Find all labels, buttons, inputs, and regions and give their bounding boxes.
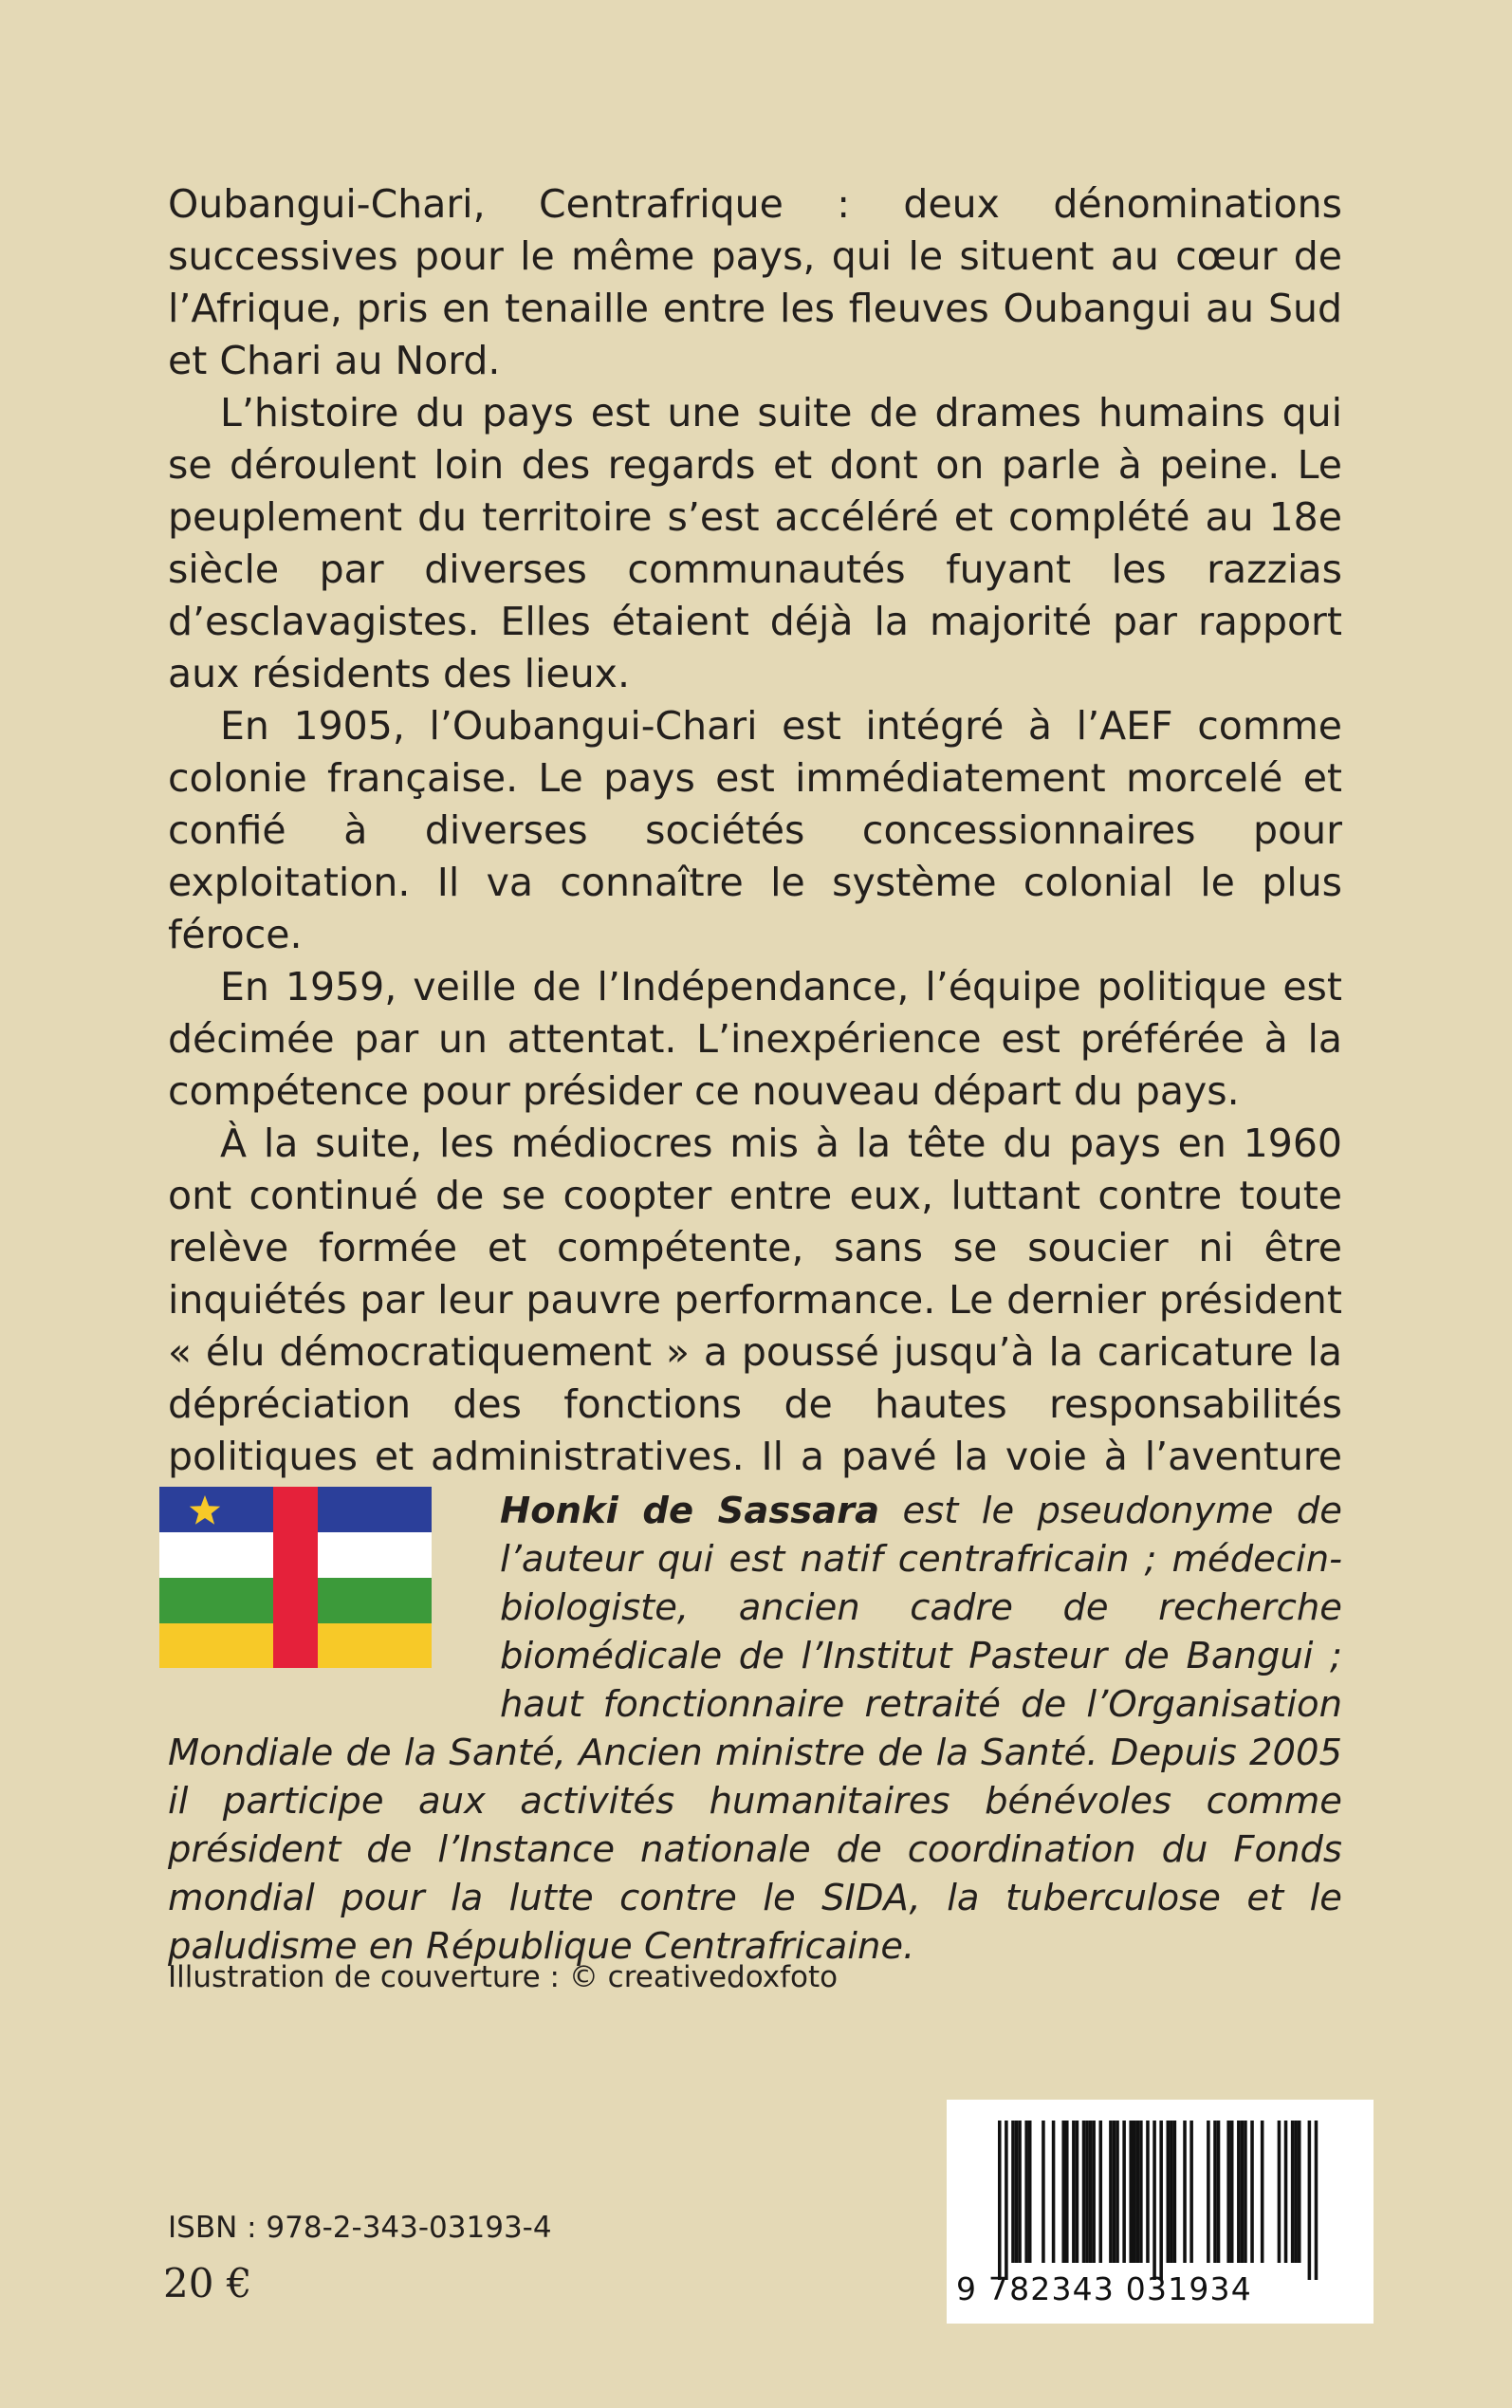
barcode-bar (1183, 2121, 1187, 2263)
barcode-bar (1028, 2121, 1032, 2263)
barcode-bar (1217, 2121, 1221, 2263)
barcode-bar (1065, 2121, 1069, 2263)
barcode-bar (1015, 2121, 1019, 2263)
barcode-bar (1024, 2121, 1028, 2263)
barcode-bar (1173, 2121, 1177, 2263)
barcode-bar (1085, 2121, 1089, 2263)
barcode-bar (1136, 2121, 1140, 2263)
barcode-bar (1076, 2121, 1079, 2263)
barcode-bar (1018, 2121, 1022, 2263)
summary-paragraph: L’histoire du pays est une suite de drames humains qui se déroulent loin des regards et dont on parle à peine. Le peuplement du territoire s’est accéléré et complété au 18e siècle par diverses communautés fuyant les razzias d’esclavagistes. Elles étaient déjà la majorité par rapport aux résidents des lieux. (168, 390, 1342, 696)
barcode-bar (1250, 2121, 1254, 2263)
barcode-bar (1092, 2121, 1096, 2263)
barcode-bar (1237, 2121, 1241, 2263)
flag-spacer (168, 1487, 500, 1729)
barcode-bar (1213, 2121, 1217, 2263)
barcode-bar (1061, 2121, 1065, 2263)
barcode-bar (1230, 2121, 1234, 2263)
barcode-bar (1170, 2121, 1173, 2263)
barcode-digits: 9 782343 031934 (956, 2270, 1252, 2307)
barcode-bar (1159, 2121, 1163, 2280)
barcode-bar (1261, 2121, 1264, 2263)
barcode-bar (1099, 2121, 1103, 2263)
barcode-bar (1052, 2121, 1056, 2263)
author-name: Honki de Sassara (500, 1490, 880, 1532)
back-cover-summary (168, 178, 1342, 1535)
barcode-bar (1241, 2121, 1245, 2263)
summary-paragraph: En 1905, l’Oubangui-Chari est intégré à l’AEF comme colonie française. Le pays est immédiatement morcelé et confié à diverses sociétés concessionnaires pour exploitation. Il va connaître le système colonial le plus féroce. (168, 703, 1342, 957)
barcode-bar (1129, 2121, 1133, 2263)
barcode-bar (1011, 2121, 1015, 2263)
barcode-bar (1072, 2121, 1076, 2263)
summary-paragraph: À la suite, les médiocres mis à la tête du pays en 1960 ont continué de se coopter entre eux, luttant contre toute relève formée et compétente, sans se soucier ni être inquiétés par leur pauvre performance. Le dernier président « élu démocratiquement » a poussé jusqu’à la caricature la dépréciation des fonctions de hautes responsabilités politiques et administratives. Il a pavé la voie à l’aventure (168, 1121, 1342, 1479)
barcode-bar (1284, 2121, 1288, 2263)
barcode-bar (1146, 2121, 1150, 2263)
barcode-bar (1122, 2121, 1126, 2263)
barcode-bar (1291, 2121, 1295, 2263)
barcode-bar (1082, 2121, 1086, 2263)
barcode-bar (1133, 2121, 1136, 2263)
summary-paragraph: Oubangui-Chari, Centrafrique : deux dénominations successives pour le même pays, qui le situent au cœur de l’Afrique, pris en tenaille entre les fleuves Oubangui au Sud et Chari au Nord. (168, 181, 1342, 383)
barcode-bar (1109, 2121, 1113, 2263)
barcode-bar (1042, 2121, 1045, 2263)
barcode-bar (1005, 2121, 1008, 2280)
barcode (947, 2100, 1374, 2324)
barcode-bar (1244, 2121, 1247, 2263)
barcode-bar (1294, 2121, 1298, 2263)
author-bio-text: est le pseudonyme de l’auteur qui est natif centrafricain ; médecin-biologiste, ancien cadre de recherche biomédicale de l’Institut Pasteur de Bangui ; haut fonctionnaire retraité de l’Organisation Mondiale de la Santé, Ancien ministre de la Santé. Depuis 2005 il participe aux activités humanitaires bénévoles comme président de l’Instance nationale de coordination du Fonds mondial pour la lutte contre le SIDA, la tuberculose et le paludisme en République Centrafricaine. (168, 1490, 1342, 1968)
barcode-bar (1278, 2121, 1282, 2263)
cover-illustration-credit: Illustration de couverture : © creativedoxfoto (168, 1960, 839, 1994)
barcode-bar (1167, 2121, 1171, 2263)
barcode-bar (1116, 2121, 1119, 2263)
barcode-bar (1298, 2121, 1301, 2263)
barcode-bar (1113, 2121, 1116, 2263)
isbn: ISBN : 978-2-343-03193-4 (168, 2211, 552, 2245)
barcode-bar (1207, 2121, 1210, 2263)
barcode-bar (1308, 2121, 1312, 2280)
barcode-bar (1189, 2121, 1193, 2263)
barcode-bar (1226, 2121, 1230, 2263)
summary-paragraph: En 1959, veille de l’Indépendance, l’équipe politique est décimée par un attentat. L’inexpérience est préférée à la compétence pour présider ce nouveau départ du pays. (168, 964, 1342, 1114)
price: 20 € (163, 2260, 252, 2306)
barcode-bar (1315, 2121, 1318, 2280)
author-bio (168, 1487, 1342, 1971)
barcode-bar (998, 2121, 1002, 2280)
barcode-bar (1152, 2121, 1156, 2280)
barcode-bar (1089, 2121, 1093, 2263)
barcode-bar (1139, 2121, 1143, 2263)
